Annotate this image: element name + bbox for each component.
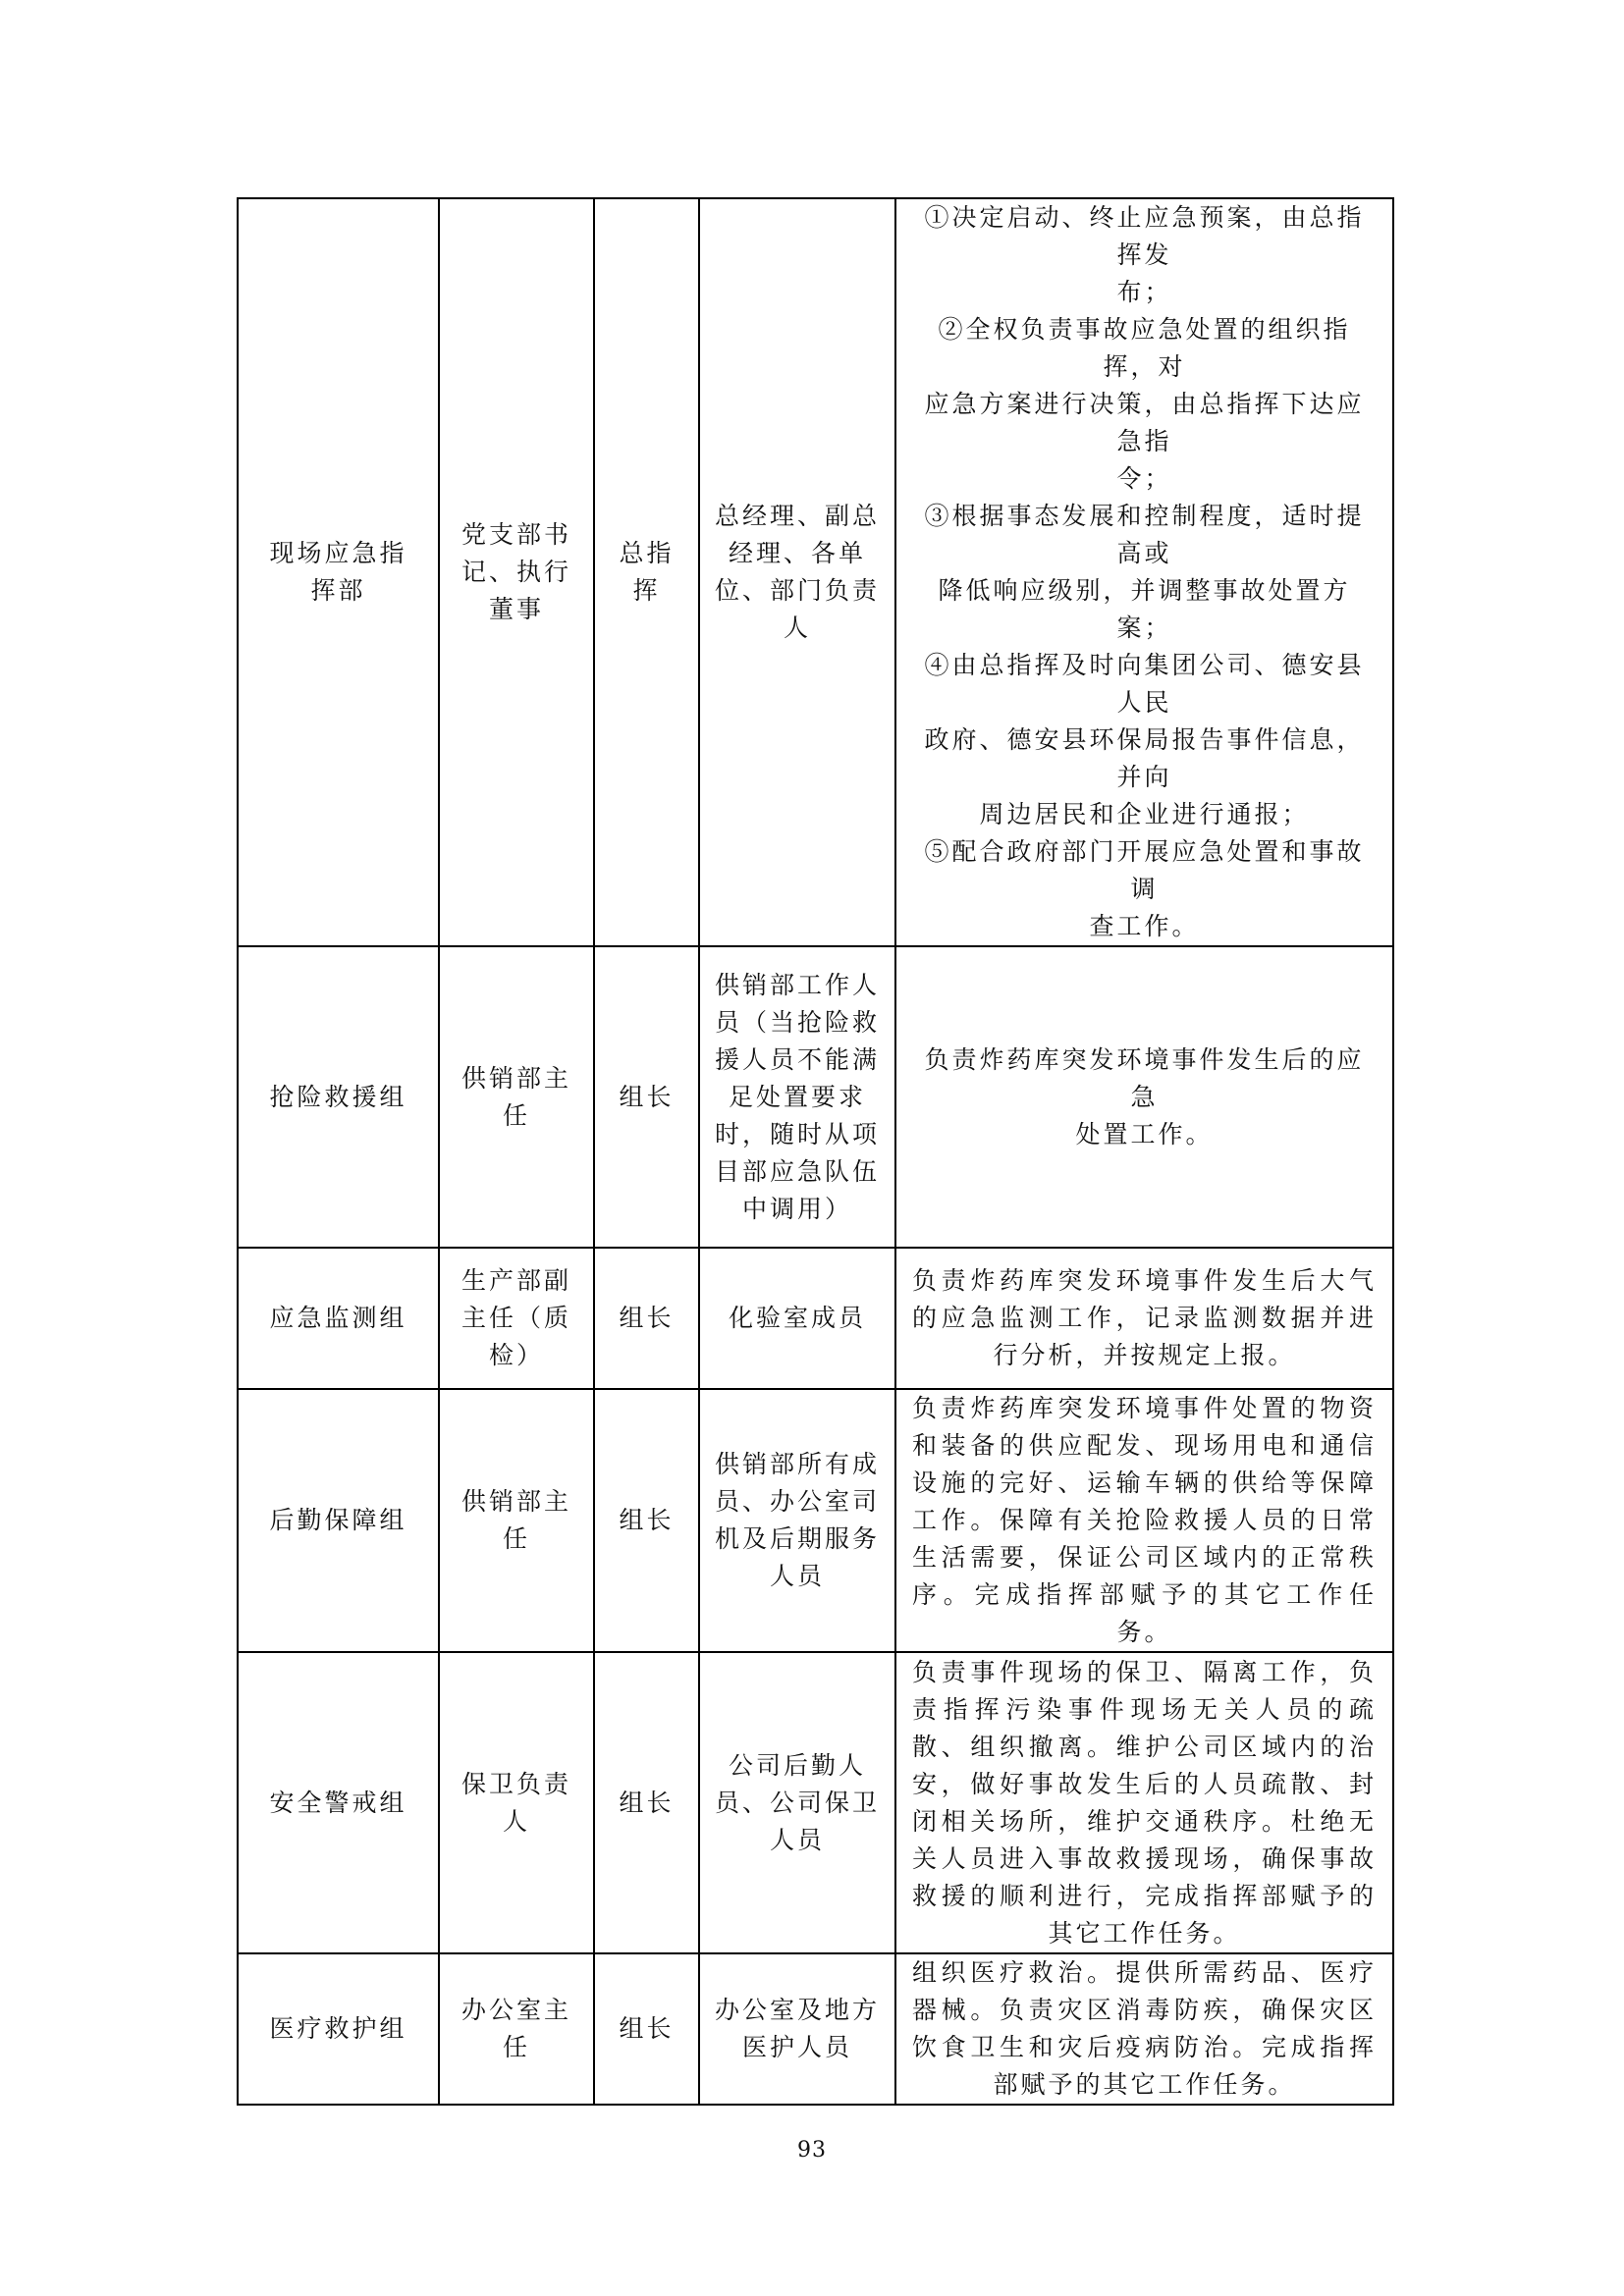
leader-cell: 生产部副主任（质检） [439,1248,594,1389]
members-cell: 供销部所有成员、办公室司机及后期服务人员 [699,1389,895,1652]
group-name: 医疗救护组 [238,1953,439,2105]
role-cell: 组长 [594,1248,699,1389]
role-cell: 组长 [594,1652,699,1953]
role-cell: 组长 [594,1389,699,1652]
leader-cell: 供销部主任 [439,1389,594,1652]
group-name: 现场应急指挥部 [238,198,439,946]
role-cell: 组长 [594,1953,699,2105]
table-row [238,1953,1393,2105]
table-row [238,946,1393,1248]
members-cell: 化验室成员 [699,1248,895,1389]
leader-cell: 党支部书记、执行董事 [439,198,594,946]
members-cell: 总经理、副总经理、各单位、部门负责人 [699,198,895,946]
duties-cell: 负责炸药库突发环境事件发生后大气的应急监测工作，记录监测数据并进行分析，并按规定上报。 [895,1248,1393,1389]
table-row [238,1389,1393,1652]
group-name: 安全警戒组 [238,1652,439,1953]
group-name: 后勤保障组 [238,1389,439,1652]
emergency-organization-table [237,197,1394,2106]
table-row [238,1248,1393,1389]
table-row [238,198,1393,946]
role-cell: 组长 [594,946,699,1248]
leader-cell: 供销部主任 [439,946,594,1248]
leader-cell: 办公室主任 [439,1953,594,2105]
members-cell: 供销部工作人员（当抢险救援人员不能满足处置要求时，随时从项目部应急队伍中调用） [699,946,895,1248]
page-number: 93 [797,2138,827,2163]
group-name: 抢险救援组 [238,946,439,1248]
members-cell: 办公室及地方医护人员 [699,1953,895,2105]
duties-cell: 组织医疗救治。提供所需药品、医疗器械。负责灾区消毒防疾，确保灾区饮食卫生和灾后疫病防治。完成指挥部赋予的其它工作任务。 [895,1953,1393,2105]
table-row [238,1652,1393,1953]
duties-cell: ①决定启动、终止应急预案，由总指挥发 布； ②全权负责事故应急处置的组织指挥，对 应急方案进行决策，由总指挥下达应急指 令； ③根据事态发展和控制程度，适时提高或 降低响应级别，并调整事故处置方案； ④由总指挥及时向集团公司、德安县人民 政府、德安县环保局报告事件信息，并向 周边居民和企业进行通报； ⑤配合政府部门开展应急处置和事故调 查工作。 [895,198,1393,946]
duties-cell: 负责炸药库突发环境事件处置的物资和装备的供应配发、现场用电和通信设施的完好、运输车辆的供给等保障工作。保障有关抢险救援人员的日常生活需要，保证公司区域内的正常秩序。完成指挥部赋予的其它工作任务。 [895,1389,1393,1652]
group-name: 应急监测组 [238,1248,439,1389]
members-cell: 公司后勤人员、公司保卫人员 [699,1652,895,1953]
duties-cell: 负责炸药库突发环境事件发生后的应急 处置工作。 [895,946,1393,1248]
leader-cell: 保卫负责人 [439,1652,594,1953]
duties-cell: 负责事件现场的保卫、隔离工作，负责指挥污染事件现场无关人员的疏散、组织撤离。维护公司区域内的治安，做好事故发生后的人员疏散、封闭相关场所，维护交通秩序。杜绝无关人员进入事故救援现场，确保事故救援的顺利进行，完成指挥部赋予的其它工作任务。 [895,1652,1393,1953]
role-cell: 总指挥 [594,198,699,946]
